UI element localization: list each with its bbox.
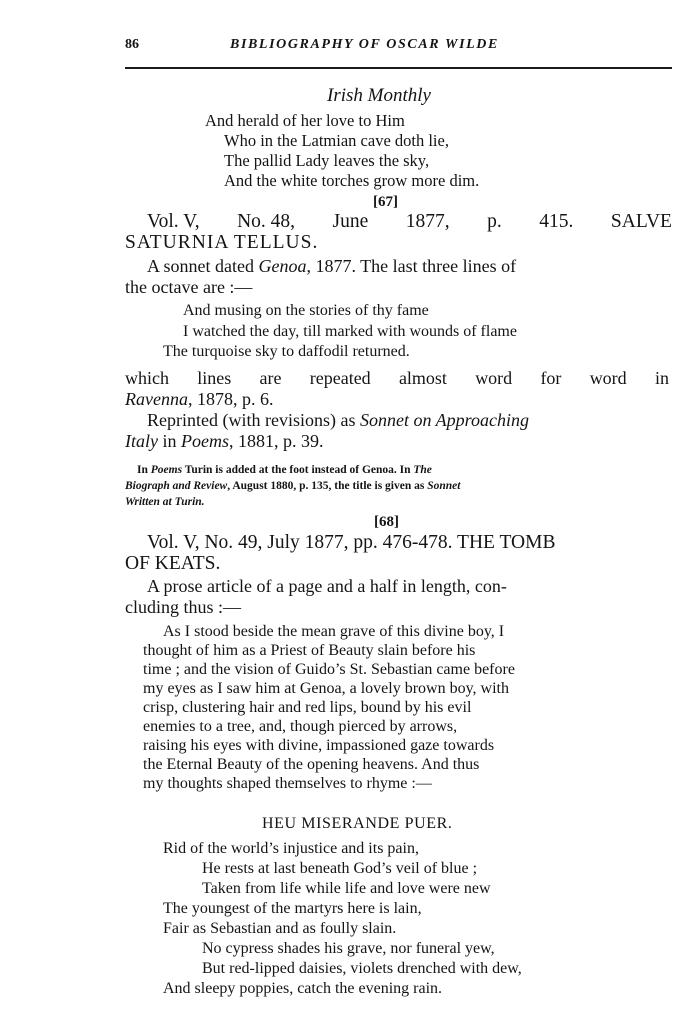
poem-line: And sleepy poppies, catch the evening rain.	[163, 980, 443, 997]
poem-line: No cypress shades his grave, nor funeral yew,	[202, 940, 495, 957]
prose-quote-line: As I stood beside the mean grave of this divine boy, I	[163, 623, 505, 640]
footnote: In Poems Turin is added at the foot instead of Genoa. In The	[137, 464, 432, 476]
prose-quote-line: crisp, clustering hair and red lips, bound by his evil	[143, 699, 472, 716]
footnote: Biograph and Review, August 1880, p. 135, the title is given as Sonnet	[125, 480, 461, 492]
poem-title: HEU MISERANDE PUER.	[262, 815, 453, 832]
poem-line: The youngest of the martyrs here is lain,	[163, 900, 422, 917]
quote-line: The turquoise sky to daffodil returned.	[163, 343, 410, 360]
entry-description-cont: the octave are :—	[125, 277, 253, 297]
quote-line: And musing on the stories of thy fame	[183, 302, 429, 319]
body-text: Ravenna, 1878, p. 6.	[125, 389, 274, 409]
entry-number: [68]	[374, 514, 399, 530]
reprint-note: Reprinted (with revisions) as Sonnet on Approaching	[147, 410, 529, 430]
poem-line: But red-lipped daisies, violets drenched with dew,	[202, 960, 522, 977]
poem-line: Rid of the world’s injustice and its pain,	[163, 840, 419, 857]
prose-quote-line: thought of him as a Priest of Beauty slain before his	[143, 642, 476, 659]
body-text: which lines are repeated almost word for word in	[125, 368, 669, 388]
poem-line: Taken from life while life and love were new	[202, 880, 491, 897]
reprint-note-cont: Italy in Poems, 1881, p. 39.	[125, 431, 324, 451]
verse-line: And herald of her love to Him	[205, 111, 405, 130]
entry-description-cont: cluding thus :—	[125, 597, 241, 617]
entry-title: Vol. V, No. 49, July 1877, pp. 476-478. THE TOMB	[147, 532, 556, 553]
entry-title-cont: OF KEATS.	[125, 553, 221, 574]
prose-quote-line: raising his eyes with divine, impassioned gaze towards	[143, 737, 495, 754]
entry-description: A prose article of a page and a half in length, con-	[147, 576, 507, 596]
footnote: Written at Turin.	[125, 496, 205, 508]
quote-line: I watched the day, till marked with wounds of flame	[183, 323, 517, 340]
entry-title: Vol. V, No. 48, June 1877, p. 415. SALVE	[147, 211, 672, 232]
prose-quote-line: the Eternal Beauty of the opening heavens. And thus	[143, 756, 480, 773]
verse-line: The pallid Lady leaves the sky,	[224, 151, 430, 170]
verse-line: And the white torches grow more dim.	[224, 171, 480, 190]
page-number: 86	[125, 37, 139, 52]
prose-quote-line: my thoughts shaped themselves to rhyme :—	[143, 775, 432, 792]
entry-description: A sonnet dated Genoa, 1877. The last three lines of	[147, 256, 517, 276]
prose-quote-line: my eyes as I saw him at Genoa, a lovely brown boy, with	[143, 680, 509, 697]
prose-quote-line: enemies to a tree, and, though pierced by arrows,	[143, 718, 458, 735]
poem-line: Fair as Sebastian and as foully slain.	[163, 920, 397, 937]
entry-title-cont: SATURNIA TELLUS.	[125, 232, 319, 253]
entry-number: [67]	[373, 194, 398, 210]
subheading: Irish Monthly	[327, 85, 431, 106]
prose-quote-line: time ; and the vision of Guido’s St. Sebastian came before	[143, 661, 515, 678]
running-title: BIBLIOGRAPHY OF OSCAR WILDE	[230, 37, 499, 52]
header-rule	[125, 67, 672, 69]
poem-line: He rests at last beneath God’s veil of blue ;	[202, 860, 478, 877]
verse-line: Who in the Latmian cave doth lie,	[224, 131, 449, 150]
